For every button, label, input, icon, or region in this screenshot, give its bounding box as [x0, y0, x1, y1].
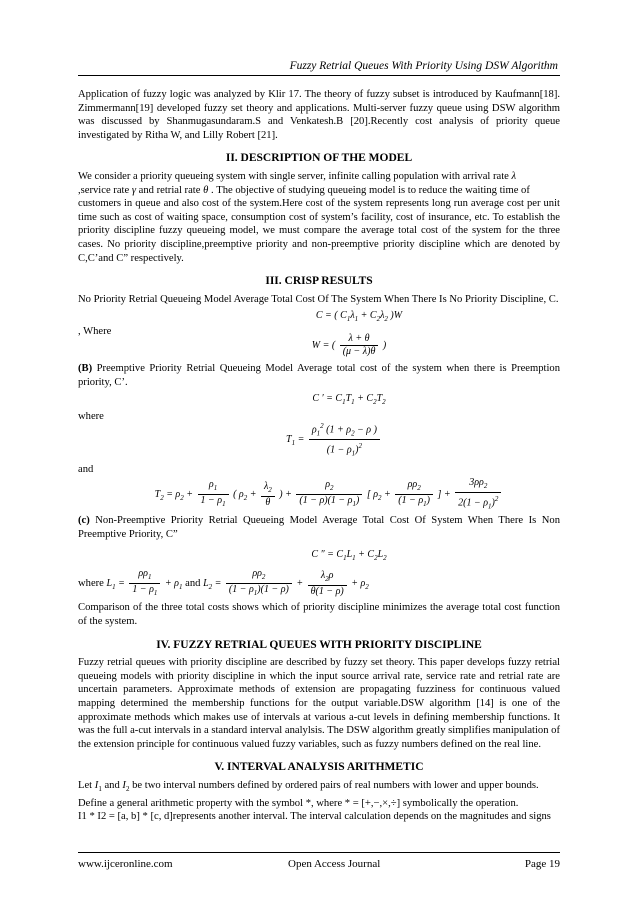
theta-symbol: θ — [203, 184, 209, 196]
body-text — [78, 88, 560, 824]
sec3-paragraph-c: (c) Non-Preemptive Priority Retrial Queueing Model Average Total Cost Of System When There Is Non Preemptive Priority, C” — [78, 515, 560, 540]
section-3-title: III. CRISP RESULTS — [265, 275, 373, 288]
equation-c-prime: C ′ = $C_1T_1 + C_2T_2$ — [312, 393, 386, 407]
equation-w: W = ( $\frac{\lambda + \theta}{(\mu - \lambda)\theta}$ ) — [311, 332, 387, 357]
equation-t1: $T_1$ = $\frac{\rho_1^2 (1 + \rho_2 - \rho )}{(1 - \rho_1)^2}$ — [108, 420, 560, 460]
where-1: , Where — [78, 326, 112, 338]
and-1: and — [78, 464, 94, 476]
equation-t2: $T_2 = \rho_2$ + $\frac{\rho_1}{1 - \rho_1}$ ( $\rho_2$ + $\frac{\lambda_2}{\theta}$ ) + $\frac{\rho_2}{(1 - \rho)(1 - \rho_1)}$ [ $\rho_2$ + $\frac{\rho\rho_2}{(1 - \rho_1)}$ ] + $\frac{3\rho\rho_2}{2(1 - \rho_1)^2}$ — [98, 477, 560, 512]
lambda-symbol: λ — [511, 170, 517, 182]
footer-journal: Open Access Journal — [288, 858, 381, 870]
where-2: where — [78, 411, 104, 423]
intro-paragraph: Application of fuzzy logic was analyzed by Klir 17. The theory of fuzzy subset is introduced by Kaufmann[18]. Zimmermann[19] developed fuzzy set theory and applications. Multi-server fuzzy queue using DSW algorithm was discussed by Shanmugasundaram.S and Venkatesh.B [20].Recently cost analysis of priority queue investigated by Ritha W, and Lilly Robert [21]. — [78, 89, 560, 141]
sec3-paragraph-b: (B) Preemptive Priority Retrial Queueing Model Average total cost of the system when there is Preemption priority, C’. — [78, 362, 560, 388]
sec5-paragraph-3: I1 * I2 = [a, b] * [c, d]represents another interval. The interval calculation depends on the magnitudes and signs — [78, 811, 551, 823]
equation-c: C = ( $C_1\lambda_1 + C_2\lambda_2$ )W — [315, 310, 403, 324]
section-5-title: V. INTERVAL ANALYSIS ARITHMETIC — [214, 761, 424, 774]
footer-page-number: Page 19 — [524, 858, 560, 870]
running-header: Fuzzy Retrial Queues With Priority Using DSW Algorithm — [289, 60, 558, 72]
equation-c-double-prime: C ″ = $C_1L_1 + C_2L_2$ — [311, 549, 387, 563]
equation-l1: $L_1$ = $\frac{\rho\rho_1}{1 - \rho_1}$ + $\rho_1$ — [106, 568, 183, 598]
sec5-paragraph-2: Define a general arithmetic property with the symbol *, where * = [+,−,×,÷] symbolically the operation. — [78, 797, 519, 809]
footer-rule — [78, 852, 560, 853]
section-4-title: IV. FUZZY RETRIAL QUEUES WITH PRIORITY DISCIPLINE — [156, 638, 482, 651]
equation-l-row: where $L_1$ = $\frac{\rho\rho_1}{1 - \rho_1}$ + $\rho_1$ and $L_2$ = $\frac{\rho\rho_2}{(1 - \rho_1)(1 - \rho)}$ + $\frac{\lambda_2\rho}{\theta(1 - \rho)}$ + $\rho_2$ — [78, 568, 369, 598]
section-2-title: II. DESCRIPTION OF THE MODEL — [225, 152, 413, 165]
equation-l2: $L_2$ = $\frac{\rho\rho_2}{(1 - \rho_1)(1 - \rho)}$ + $\frac{\lambda_2\rho}{\theta(1 - \rho)}$ + $\rho_2$ — [203, 568, 369, 598]
sec3-paragraph-end: Comparison of the three total costs shows which of priority discipline minimizes the average total cost function of the system. — [78, 602, 560, 628]
header-rule — [78, 75, 560, 76]
sec4-paragraph-1: Fuzzy retrial queues with priority discipline are described by fuzzy set theory. This paper develops fuzzy retrial queueing models with priority discipline in which the input source arrival rate, service rate and retrial rate are uncertain parameters. Approximate methods of extension are propagating fuzziness for continuous valued mapping determined the membership functions for the output variable.DSW algorithm [14] is one of the approximate methods which makes use of intervals at various a-cut levels in defining membership functions. It was the full a-cut intervals in a standard interval analylsis. The DSW algorithm greatly simplifies manipulation of the extension principle for continuous valued fuzzy variables, such as fuzzy numbers defined on the real line. — [78, 657, 560, 750]
sec5-paragraph-1: Let $I_1$ and $I_2$ be two interval numbers defined by ordered pairs of real numbers with lower and upper bounds. — [78, 779, 539, 794]
gamma-symbol: γ — [131, 184, 137, 196]
sec2-paragraph-1: We consider a priority queueing system with single server, infinite calling population with arrival rate λ ,service rate γ and retrial rate θ . The objective of studying queueing model is to reduce the waiting time of — [78, 170, 530, 196]
sec2-paragraph-2: customers in queue and also cost of the system.Here cost of the system represents long run average cost per unit time such as cost of waiting space, consumption cost of system’s facility, cost of insurance, etc. To establish the priority discipline fuzzy queueing model, we must compare the average total cost of the system for the three cases. No priority discipline,preemptive priority and non-preemptive priority discipline which are denoted by C,C’and C” respectively. — [78, 198, 560, 264]
footer-site-link[interactable]: www.ijceronline.com — [78, 858, 173, 870]
sec3-paragraph-1: No Priority Retrial Queueing Model Average Total Cost Of The System When There Is No Priority Discipline, C. — [78, 293, 559, 305]
